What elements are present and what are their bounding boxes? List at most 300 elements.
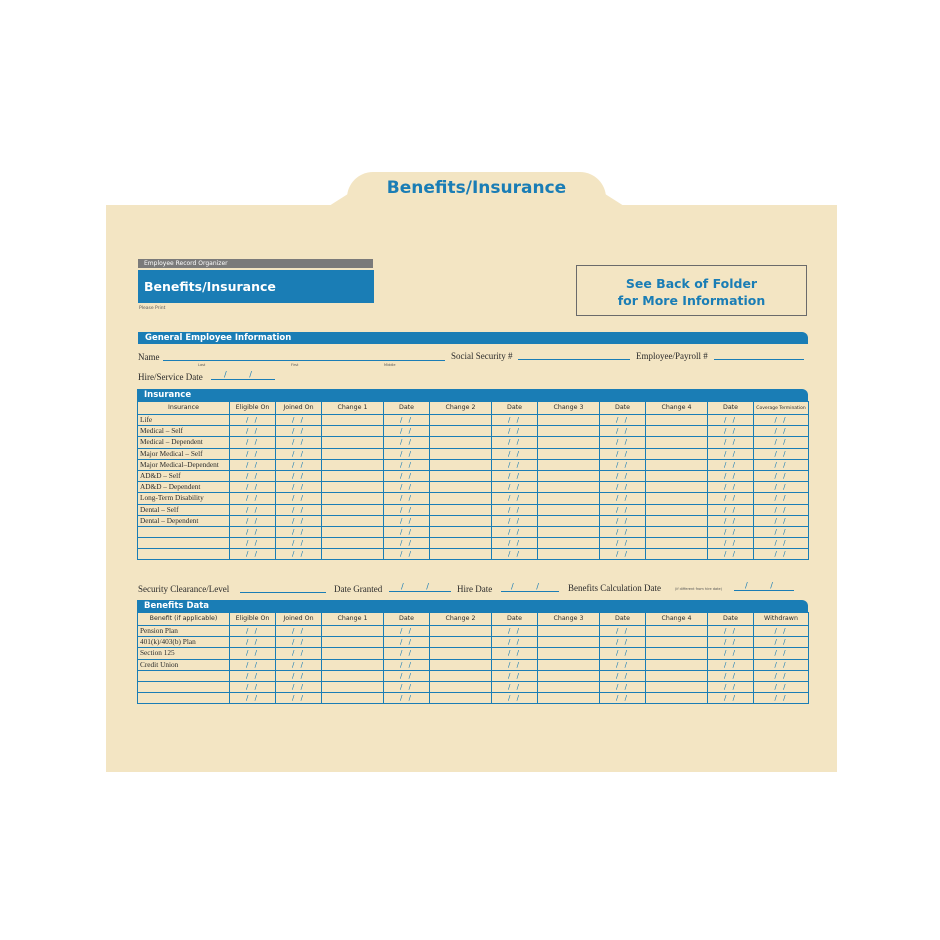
date-cell[interactable]: / / bbox=[754, 448, 809, 459]
date-cell[interactable]: / / bbox=[276, 493, 322, 504]
date-cell[interactable]: / / bbox=[492, 526, 538, 537]
hire-date-field[interactable]: / / bbox=[501, 582, 559, 592]
date-cell[interactable]: / / bbox=[230, 426, 276, 437]
date-cell[interactable]: / / bbox=[754, 648, 809, 659]
insurance-row-label: AD&D – Self bbox=[138, 470, 230, 481]
date-cell[interactable]: / / bbox=[384, 659, 430, 670]
change-cell[interactable] bbox=[538, 526, 600, 537]
date-cell[interactable]: / / bbox=[708, 504, 754, 515]
date-cell[interactable]: / / bbox=[276, 448, 322, 459]
change-cell[interactable] bbox=[430, 648, 492, 659]
change-cell[interactable] bbox=[322, 515, 384, 526]
change-cell[interactable] bbox=[646, 504, 708, 515]
change-cell[interactable] bbox=[646, 526, 708, 537]
change-cell[interactable] bbox=[430, 504, 492, 515]
date-cell[interactable]: / / bbox=[754, 493, 809, 504]
date-cell[interactable]: / / bbox=[600, 426, 646, 437]
change-cell[interactable] bbox=[646, 493, 708, 504]
date-cell[interactable]: / / bbox=[492, 538, 538, 549]
date-cell[interactable]: / / bbox=[384, 637, 430, 648]
change-cell[interactable] bbox=[646, 549, 708, 560]
date-cell[interactable]: / / bbox=[600, 637, 646, 648]
date-cell[interactable]: / / bbox=[384, 459, 430, 470]
change-cell[interactable] bbox=[430, 470, 492, 481]
change-cell[interactable] bbox=[646, 448, 708, 459]
date-cell[interactable]: / / bbox=[754, 482, 809, 493]
insurance-row-label: Long-Term Disability bbox=[138, 493, 230, 504]
date-cell[interactable]: / / bbox=[276, 637, 322, 648]
date-cell[interactable]: / / bbox=[754, 470, 809, 481]
change-cell[interactable] bbox=[430, 626, 492, 637]
date-cell[interactable]: / / bbox=[230, 437, 276, 448]
insurance-column-header: Change 4 bbox=[646, 402, 708, 415]
date-cell[interactable]: / / bbox=[276, 415, 322, 426]
change-cell[interactable] bbox=[430, 482, 492, 493]
insurance-column-header: Date bbox=[384, 402, 430, 415]
benefits-calc-note: (if different from hire date) bbox=[675, 587, 722, 591]
change-cell[interactable] bbox=[538, 538, 600, 549]
date-cell[interactable]: / / bbox=[230, 526, 276, 537]
table-row bbox=[138, 549, 809, 560]
date-cell[interactable]: / / bbox=[492, 504, 538, 515]
change-cell[interactable] bbox=[646, 415, 708, 426]
benefits-column-header: Joined On bbox=[276, 613, 322, 626]
date-cell[interactable]: / / bbox=[230, 470, 276, 481]
date-cell[interactable]: / / bbox=[384, 426, 430, 437]
date-cell[interactable]: / / bbox=[600, 648, 646, 659]
date-cell[interactable]: / / bbox=[600, 493, 646, 504]
date-cell[interactable]: / / bbox=[492, 659, 538, 670]
date-cell[interactable]: / / bbox=[754, 693, 809, 704]
date-cell[interactable]: / / bbox=[600, 659, 646, 670]
general-info-header: General Employee Information bbox=[138, 332, 808, 344]
date-cell[interactable]: / / bbox=[276, 648, 322, 659]
hire-service-label: Hire/Service Date bbox=[138, 372, 203, 382]
change-cell[interactable] bbox=[538, 681, 600, 692]
change-cell[interactable] bbox=[538, 504, 600, 515]
date-cell[interactable]: / / bbox=[754, 670, 809, 681]
date-cell[interactable]: / / bbox=[276, 538, 322, 549]
folder-tab-label: Benefits/Insurance bbox=[386, 178, 567, 198]
date-cell[interactable]: / / bbox=[754, 626, 809, 637]
date-cell[interactable]: / / bbox=[492, 626, 538, 637]
date-cell[interactable]: / / bbox=[276, 515, 322, 526]
change-cell[interactable] bbox=[538, 426, 600, 437]
benefits-column-header: Eligible On bbox=[230, 613, 276, 626]
change-cell[interactable] bbox=[430, 515, 492, 526]
change-cell[interactable] bbox=[646, 637, 708, 648]
change-cell[interactable] bbox=[322, 637, 384, 648]
date-cell[interactable]: / / bbox=[384, 549, 430, 560]
change-cell[interactable] bbox=[538, 493, 600, 504]
insurance-column-header: Change 3 bbox=[538, 402, 600, 415]
benefits-row-label: Pension Plan bbox=[138, 626, 230, 637]
change-cell[interactable] bbox=[646, 659, 708, 670]
change-cell[interactable] bbox=[322, 526, 384, 537]
date-cell[interactable]: / / bbox=[276, 426, 322, 437]
change-cell[interactable] bbox=[322, 648, 384, 659]
date-cell[interactable]: / / bbox=[754, 681, 809, 692]
insurance-column-header: Insurance bbox=[138, 402, 230, 415]
date-cell[interactable]: / / bbox=[230, 681, 276, 692]
date-cell[interactable]: / / bbox=[600, 626, 646, 637]
table-row bbox=[138, 648, 809, 659]
change-cell[interactable] bbox=[646, 538, 708, 549]
date-cell[interactable]: / / bbox=[754, 549, 809, 560]
date-cell[interactable]: / / bbox=[708, 415, 754, 426]
benefits-column-header: Change 4 bbox=[646, 613, 708, 626]
change-cell[interactable] bbox=[322, 426, 384, 437]
date-cell[interactable]: / / bbox=[276, 693, 322, 704]
date-cell[interactable]: / / bbox=[708, 637, 754, 648]
benefits-calc-label: Benefits Calculation Date bbox=[568, 583, 661, 593]
date-cell[interactable]: / / bbox=[708, 448, 754, 459]
date-cell[interactable]: / / bbox=[230, 538, 276, 549]
benefits-row-label: Section 125 bbox=[138, 648, 230, 659]
date-cell[interactable]: / / bbox=[600, 459, 646, 470]
change-cell[interactable] bbox=[538, 515, 600, 526]
ssn-label: Social Security # bbox=[451, 351, 513, 361]
date-cell[interactable]: / / bbox=[754, 526, 809, 537]
date-cell[interactable]: / / bbox=[492, 448, 538, 459]
benefits-row-label bbox=[138, 681, 230, 692]
table-row bbox=[138, 470, 809, 481]
folder-tab bbox=[347, 172, 606, 206]
insurance-header-row bbox=[138, 402, 809, 415]
date-cell[interactable]: / / bbox=[492, 426, 538, 437]
change-cell[interactable] bbox=[430, 681, 492, 692]
change-cell[interactable] bbox=[646, 693, 708, 704]
change-cell[interactable] bbox=[538, 626, 600, 637]
ssn-field[interactable] bbox=[518, 351, 630, 360]
folder-body bbox=[106, 205, 837, 772]
insurance-column-header: Date bbox=[492, 402, 538, 415]
date-cell[interactable]: / / bbox=[276, 670, 322, 681]
date-cell[interactable]: / / bbox=[754, 415, 809, 426]
date-cell[interactable]: / / bbox=[600, 693, 646, 704]
insurance-column-header: Coverage Termination bbox=[754, 402, 809, 415]
date-cell[interactable]: / / bbox=[754, 515, 809, 526]
date-cell[interactable]: / / bbox=[492, 637, 538, 648]
date-cell[interactable]: / / bbox=[276, 681, 322, 692]
date-cell[interactable]: / / bbox=[384, 626, 430, 637]
table-row bbox=[138, 693, 809, 704]
date-cell[interactable]: / / bbox=[492, 648, 538, 659]
change-cell[interactable] bbox=[646, 459, 708, 470]
date-cell[interactable]: / / bbox=[600, 437, 646, 448]
benefits-row-label bbox=[138, 693, 230, 704]
date-cell[interactable]: / / bbox=[384, 504, 430, 515]
benefits-column-header: Date bbox=[384, 613, 430, 626]
date-cell[interactable]: / / bbox=[384, 437, 430, 448]
date-cell[interactable]: / / bbox=[384, 693, 430, 704]
date-cell[interactable]: / / bbox=[708, 437, 754, 448]
date-cell[interactable]: / / bbox=[600, 670, 646, 681]
date-cell[interactable]: / / bbox=[600, 504, 646, 515]
name-sub-last: Last bbox=[198, 363, 206, 367]
date-cell[interactable]: / / bbox=[708, 659, 754, 670]
date-cell[interactable]: / / bbox=[492, 415, 538, 426]
date-cell[interactable]: / / bbox=[276, 549, 322, 560]
table-row bbox=[138, 515, 809, 526]
change-cell[interactable] bbox=[646, 626, 708, 637]
date-cell[interactable]: / / bbox=[276, 526, 322, 537]
date-cell[interactable]: / / bbox=[384, 482, 430, 493]
date-cell[interactable]: / / bbox=[276, 459, 322, 470]
change-cell[interactable] bbox=[322, 459, 384, 470]
date-cell[interactable]: / / bbox=[600, 515, 646, 526]
name-sub-first: First bbox=[291, 363, 299, 367]
date-cell[interactable]: / / bbox=[754, 659, 809, 670]
benefits-row-label: Credit Union bbox=[138, 659, 230, 670]
date-cell[interactable]: / / bbox=[754, 459, 809, 470]
payroll-field[interactable] bbox=[714, 351, 804, 360]
change-cell[interactable] bbox=[430, 549, 492, 560]
date-cell[interactable]: / / bbox=[492, 482, 538, 493]
date-cell[interactable]: / / bbox=[600, 482, 646, 493]
date-cell[interactable]: / / bbox=[492, 515, 538, 526]
change-cell[interactable] bbox=[322, 681, 384, 692]
change-cell[interactable] bbox=[538, 459, 600, 470]
benefits-column-header: Benefit (if applicable) bbox=[138, 613, 230, 626]
date-cell[interactable]: / / bbox=[384, 681, 430, 692]
change-cell[interactable] bbox=[430, 437, 492, 448]
change-cell[interactable] bbox=[538, 693, 600, 704]
change-cell[interactable] bbox=[322, 504, 384, 515]
change-cell[interactable] bbox=[322, 448, 384, 459]
table-row bbox=[138, 681, 809, 692]
date-cell[interactable]: / / bbox=[754, 538, 809, 549]
benefits-column-header: Date bbox=[708, 613, 754, 626]
please-print-note: Please Print bbox=[139, 306, 166, 311]
change-cell[interactable] bbox=[646, 482, 708, 493]
benefits-column-header: Change 2 bbox=[430, 613, 492, 626]
date-cell[interactable]: / / bbox=[754, 504, 809, 515]
change-cell[interactable] bbox=[322, 482, 384, 493]
change-cell[interactable] bbox=[430, 670, 492, 681]
change-cell[interactable] bbox=[538, 549, 600, 560]
date-cell[interactable]: / / bbox=[384, 670, 430, 681]
insurance-column-header: Date bbox=[708, 402, 754, 415]
insurance-row-label bbox=[138, 526, 230, 537]
change-cell[interactable] bbox=[430, 659, 492, 670]
change-cell[interactable] bbox=[430, 637, 492, 648]
change-cell[interactable] bbox=[322, 493, 384, 504]
date-cell[interactable]: / / bbox=[708, 670, 754, 681]
date-cell[interactable]: / / bbox=[600, 526, 646, 537]
date-cell[interactable]: / / bbox=[708, 493, 754, 504]
date-cell[interactable]: / / bbox=[492, 681, 538, 692]
change-cell[interactable] bbox=[322, 693, 384, 704]
change-cell[interactable] bbox=[322, 670, 384, 681]
change-cell[interactable] bbox=[538, 470, 600, 481]
hire-service-date-field[interactable]: / / bbox=[211, 370, 275, 380]
date-cell[interactable]: / / bbox=[708, 538, 754, 549]
date-cell[interactable]: / / bbox=[708, 648, 754, 659]
date-cell[interactable]: / / bbox=[230, 648, 276, 659]
date-cell[interactable]: / / bbox=[230, 626, 276, 637]
change-cell[interactable] bbox=[538, 637, 600, 648]
clearance-field[interactable] bbox=[240, 584, 326, 593]
date-cell[interactable]: / / bbox=[708, 515, 754, 526]
table-row bbox=[138, 637, 809, 648]
insurance-row-label: Life bbox=[138, 415, 230, 426]
change-cell[interactable] bbox=[430, 448, 492, 459]
table-row bbox=[138, 448, 809, 459]
date-cell[interactable]: / / bbox=[276, 437, 322, 448]
benefits-table bbox=[137, 612, 809, 704]
date-cell[interactable]: / / bbox=[754, 437, 809, 448]
change-cell[interactable] bbox=[646, 470, 708, 481]
change-cell[interactable] bbox=[322, 470, 384, 481]
date-cell[interactable]: / / bbox=[492, 693, 538, 704]
date-cell[interactable]: / / bbox=[492, 437, 538, 448]
date-cell[interactable]: / / bbox=[384, 470, 430, 481]
date-cell[interactable]: / / bbox=[230, 504, 276, 515]
table-row bbox=[138, 538, 809, 549]
insurance-row-label: Dental – Self bbox=[138, 504, 230, 515]
date-cell[interactable]: / / bbox=[230, 515, 276, 526]
change-cell[interactable] bbox=[430, 493, 492, 504]
change-cell[interactable] bbox=[322, 437, 384, 448]
date-cell[interactable]: / / bbox=[384, 648, 430, 659]
insurance-row-label: Medical – Dependent bbox=[138, 437, 230, 448]
date-cell[interactable]: / / bbox=[384, 448, 430, 459]
date-cell[interactable]: / / bbox=[600, 470, 646, 481]
date-cell[interactable]: / / bbox=[276, 626, 322, 637]
date-cell[interactable]: / / bbox=[492, 493, 538, 504]
change-cell[interactable] bbox=[538, 659, 600, 670]
date-granted-label: Date Granted bbox=[334, 584, 383, 594]
date-cell[interactable]: / / bbox=[708, 693, 754, 704]
date-cell[interactable]: / / bbox=[276, 482, 322, 493]
change-cell[interactable] bbox=[646, 515, 708, 526]
insurance-row-label bbox=[138, 549, 230, 560]
insurance-header: Insurance bbox=[137, 389, 808, 401]
change-cell[interactable] bbox=[646, 670, 708, 681]
date-cell[interactable]: / / bbox=[230, 482, 276, 493]
date-cell[interactable]: / / bbox=[708, 549, 754, 560]
insurance-row-label: Major Medical – Self bbox=[138, 448, 230, 459]
date-cell[interactable]: / / bbox=[708, 626, 754, 637]
date-cell[interactable]: / / bbox=[230, 693, 276, 704]
change-cell[interactable] bbox=[646, 437, 708, 448]
date-cell[interactable]: / / bbox=[276, 504, 322, 515]
date-cell[interactable]: / / bbox=[492, 470, 538, 481]
change-cell[interactable] bbox=[538, 437, 600, 448]
date-granted-field[interactable]: / / bbox=[389, 582, 451, 592]
date-cell[interactable]: / / bbox=[492, 549, 538, 560]
change-cell[interactable] bbox=[430, 415, 492, 426]
date-cell[interactable]: / / bbox=[384, 538, 430, 549]
name-sub-middle: Middle bbox=[384, 363, 396, 367]
table-row bbox=[138, 659, 809, 670]
date-cell[interactable]: / / bbox=[230, 448, 276, 459]
date-cell[interactable]: / / bbox=[600, 448, 646, 459]
change-cell[interactable] bbox=[538, 648, 600, 659]
date-cell[interactable]: / / bbox=[708, 482, 754, 493]
change-cell[interactable] bbox=[322, 549, 384, 560]
date-cell[interactable]: / / bbox=[708, 459, 754, 470]
date-cell[interactable]: / / bbox=[384, 515, 430, 526]
change-cell[interactable] bbox=[322, 626, 384, 637]
date-cell[interactable]: / / bbox=[492, 459, 538, 470]
date-cell[interactable]: / / bbox=[230, 415, 276, 426]
insurance-column-header: Change 2 bbox=[430, 402, 492, 415]
change-cell[interactable] bbox=[538, 482, 600, 493]
date-cell[interactable]: / / bbox=[230, 637, 276, 648]
insurance-row-label: Dental – Dependent bbox=[138, 515, 230, 526]
insurance-row-label bbox=[138, 538, 230, 549]
see-back-line2: for More Information bbox=[617, 293, 766, 308]
date-cell[interactable]: / / bbox=[708, 470, 754, 481]
name-field[interactable] bbox=[163, 352, 445, 361]
change-cell[interactable] bbox=[322, 415, 384, 426]
insurance-column-header: Date bbox=[600, 402, 646, 415]
date-cell[interactable]: / / bbox=[230, 670, 276, 681]
insurance-table bbox=[137, 401, 809, 560]
change-cell[interactable] bbox=[646, 426, 708, 437]
change-cell[interactable] bbox=[538, 670, 600, 681]
date-cell[interactable]: / / bbox=[492, 670, 538, 681]
change-cell[interactable] bbox=[646, 681, 708, 692]
date-cell[interactable]: / / bbox=[384, 415, 430, 426]
date-cell[interactable]: / / bbox=[384, 526, 430, 537]
change-cell[interactable] bbox=[430, 459, 492, 470]
table-row bbox=[138, 493, 809, 504]
date-cell[interactable]: / / bbox=[230, 549, 276, 560]
table-row bbox=[138, 426, 809, 437]
benefits-calc-field[interactable]: / / bbox=[734, 581, 794, 591]
change-cell[interactable] bbox=[322, 538, 384, 549]
change-cell[interactable] bbox=[322, 659, 384, 670]
date-cell[interactable]: / / bbox=[708, 526, 754, 537]
date-cell[interactable]: / / bbox=[384, 493, 430, 504]
clearance-label: Security Clearance/Level bbox=[138, 584, 230, 594]
change-cell[interactable] bbox=[538, 415, 600, 426]
date-cell[interactable]: / / bbox=[754, 426, 809, 437]
see-back-line1: See Back of Folder bbox=[625, 276, 758, 291]
date-cell[interactable]: / / bbox=[708, 681, 754, 692]
change-cell[interactable] bbox=[538, 448, 600, 459]
date-cell[interactable]: / / bbox=[276, 659, 322, 670]
benefits-column-header: Date bbox=[492, 613, 538, 626]
change-cell[interactable] bbox=[430, 538, 492, 549]
change-cell[interactable] bbox=[430, 426, 492, 437]
table-row bbox=[138, 504, 809, 515]
date-cell[interactable]: / / bbox=[600, 415, 646, 426]
date-cell[interactable]: / / bbox=[600, 538, 646, 549]
benefits-column-header: Change 1 bbox=[322, 613, 384, 626]
change-cell[interactable] bbox=[430, 693, 492, 704]
change-cell[interactable] bbox=[430, 526, 492, 537]
date-cell[interactable]: / / bbox=[708, 426, 754, 437]
see-back-notice bbox=[576, 265, 807, 316]
benefits-column-header: Change 3 bbox=[538, 613, 600, 626]
date-cell[interactable]: / / bbox=[754, 637, 809, 648]
date-cell[interactable]: / / bbox=[276, 470, 322, 481]
change-cell[interactable] bbox=[646, 648, 708, 659]
date-cell[interactable]: / / bbox=[600, 549, 646, 560]
date-cell[interactable]: / / bbox=[230, 493, 276, 504]
form-title: Benefits/Insurance bbox=[138, 270, 374, 303]
name-label: Name bbox=[138, 352, 160, 362]
date-cell[interactable]: / / bbox=[230, 659, 276, 670]
date-cell[interactable]: / / bbox=[600, 681, 646, 692]
table-row bbox=[138, 670, 809, 681]
benefits-column-header: Date bbox=[600, 613, 646, 626]
date-cell[interactable]: / / bbox=[230, 459, 276, 470]
